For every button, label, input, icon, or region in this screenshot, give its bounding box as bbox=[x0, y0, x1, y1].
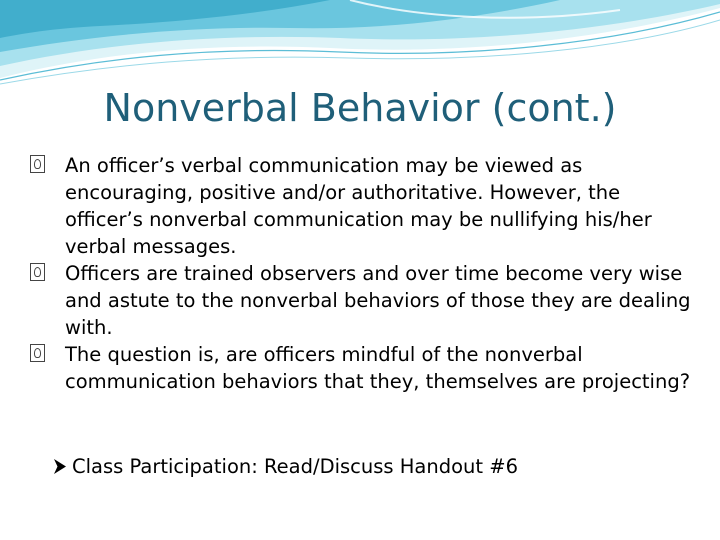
bullet-text: The question is, are officers mindful of the nonverbal communication behaviors that they, themselves are projecting? bbox=[65, 343, 691, 393]
arrow-right-icon bbox=[52, 458, 68, 475]
bullet-text: An officer’s verbal communication may be viewed as encouraging, positive and/or authoritative. However, the officer’s nonverbal communication may be nullifying his/her verbal messages. bbox=[65, 154, 652, 258]
missing-glyph-box-icon bbox=[30, 344, 45, 362]
bullet-item bbox=[30, 260, 700, 341]
slide-title: Nonverbal Behavior (cont.) bbox=[103, 86, 617, 130]
class-participation-line bbox=[52, 453, 518, 480]
bullet-list bbox=[30, 152, 700, 395]
bullet-item bbox=[30, 341, 700, 395]
missing-glyph-box-icon bbox=[30, 263, 45, 281]
bullet-text: Officers are trained observers and over time become very wise and astute to the nonverbal behaviors of those they are dealing with. bbox=[65, 262, 691, 339]
header-wave-decoration bbox=[0, 0, 720, 90]
class-participation-text: Class Participation: Read/Discuss Handout #6 bbox=[72, 455, 518, 478]
missing-glyph-box-icon bbox=[30, 155, 45, 173]
bullet-item bbox=[30, 152, 700, 260]
